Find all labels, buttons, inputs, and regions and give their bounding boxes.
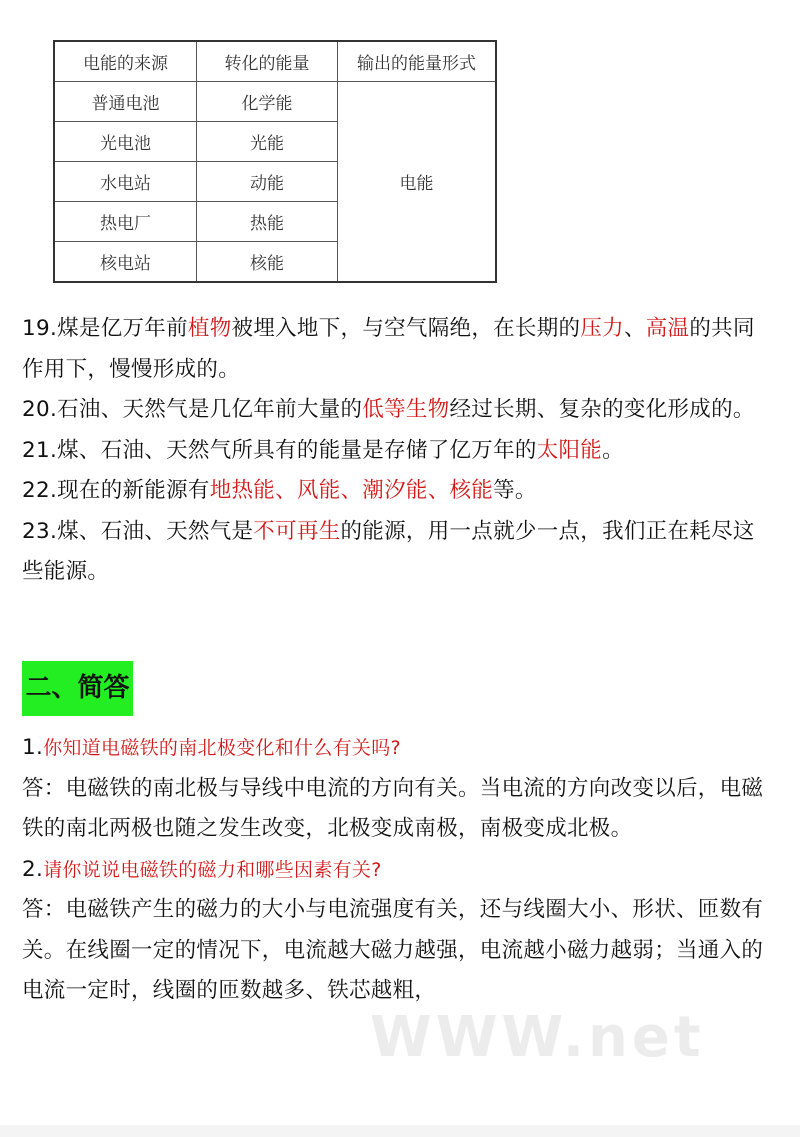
table-cell-energy: 核能 (197, 242, 338, 283)
table-cell-energy: 动能 (197, 162, 338, 202)
item-23: 23.煤、石油、天然气是不可再生的能源，用一点就少一点，我们正在耗尽这些能源。 (22, 518, 755, 584)
item-22: 22.现在的新能源有地热能、风能、潮汐能、核能等。 (22, 478, 537, 503)
watermark: WWW.net (370, 1005, 705, 1070)
page-bottom-divider (0, 1125, 800, 1137)
question-2: 2.请你说说电磁铁的磁力和哪些因素有关? (22, 856, 382, 882)
table-header-energy: 转化的能量 (197, 41, 338, 82)
qa-block (22, 728, 767, 1012)
answer-2: 答：电磁铁产生的磁力的大小与电流强度有关，还与线圈大小、形状、匝数有关。在线圈一定的情况下，电流越大磁力越强，电流越小磁力越弱；当通入的电流一定时，线圈的匝数越多、铁芯越粗， (22, 897, 764, 1003)
fill-blank-items (22, 309, 767, 593)
answer-1: 答：电磁铁的南北极与导线中电流的方向有关。当电流的方向改变以后，电磁铁的南北两极也随之发生改变，北极变成南极，南极变成北极。 (22, 775, 764, 841)
section-title: 二、简答 (22, 661, 133, 716)
table-cell-energy: 化学能 (197, 82, 338, 122)
table-cell-output: 电能 (338, 82, 497, 283)
table-header-source: 电能的来源 (54, 41, 197, 82)
table-cell-energy: 热能 (197, 202, 338, 242)
table-cell-source: 热电厂 (54, 202, 197, 242)
energy-source-table (53, 40, 497, 283)
table-cell-energy: 光能 (197, 122, 338, 162)
table-cell-source: 核电站 (54, 242, 197, 283)
item-19: 19.煤是亿万年前植物被埋入地下，与空气隔绝，在长期的压力、高温的共同作用下，慢慢形成的。 (22, 316, 755, 382)
question-1: 1.你知道电磁铁的南北极变化和什么有关吗? (22, 735, 401, 760)
table-header-output: 输出的能量形式 (338, 41, 497, 82)
table-cell-source: 普通电池 (54, 82, 197, 122)
item-21: 21.煤、石油、天然气所具有的能量是存储了亿万年的太阳能。 (22, 437, 624, 463)
table-cell-source: 光电池 (54, 122, 197, 162)
table-cell-source: 水电站 (54, 162, 197, 202)
item-20: 20.石油、天然气是几亿年前大量的低等生物经过长期、复杂的变化形成的。 (22, 397, 755, 422)
